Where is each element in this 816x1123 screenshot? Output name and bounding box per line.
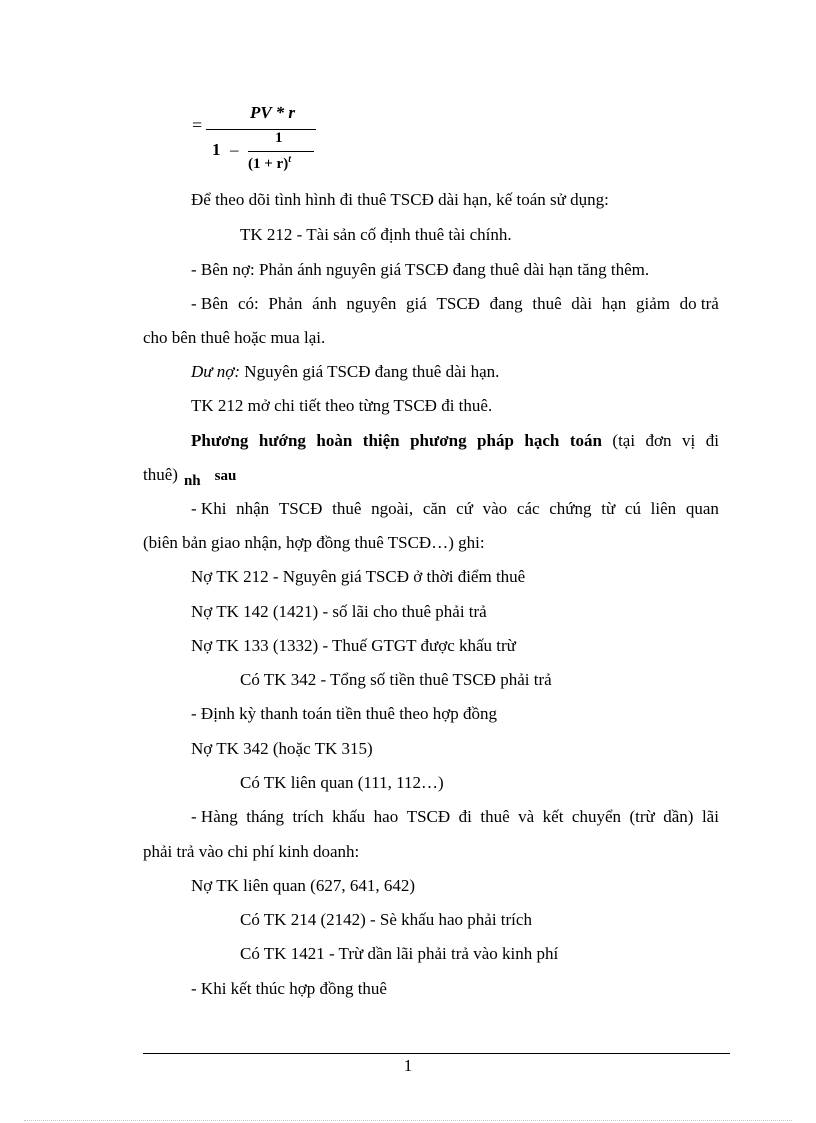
footer-divider <box>143 1053 730 1054</box>
formula-inner-numerator: 1 <box>275 130 283 146</box>
word: thuê <box>532 294 562 313</box>
word: chuyển <box>571 807 622 826</box>
word: TSCĐ <box>406 807 451 826</box>
word: khấu <box>332 807 366 826</box>
paragraph-line-2: TK 212 - Tài sản cố định thuê tài chính. <box>240 225 512 244</box>
paragraph-line-11: (biên bản giao nhận, hợp đồng thuê TSCĐ…) ghi: <box>143 533 485 552</box>
word: đi <box>705 431 719 450</box>
word: do trả <box>679 294 719 313</box>
formula-numerator: PV * r <box>250 103 296 122</box>
word: TSCĐ <box>436 294 480 313</box>
word: đang <box>489 294 523 313</box>
word: dần) <box>663 807 694 826</box>
word: lãi <box>701 807 719 826</box>
word: cú <box>624 499 641 518</box>
word: - Bên <box>191 294 229 313</box>
word: các <box>516 499 540 518</box>
section-heading-line <box>191 431 719 451</box>
formula-inner-fraction-bar <box>248 151 314 152</box>
paragraph-line-19 <box>191 807 719 827</box>
paragraph-line-24: - Khi kết thúc hợp đồng thuê <box>191 979 387 998</box>
formula-one: 1 <box>212 140 221 159</box>
word: nhận <box>236 499 270 518</box>
entry-line-23: Có TK 1421 - Trừ dần lãi phải trả vào kinh phí <box>240 944 559 963</box>
heading-word: pháp <box>477 431 514 450</box>
paragraph-line-7: TK 212 mở chi tiết theo từng TSCĐ đi thuê. <box>191 396 493 415</box>
entry-line-21: Nợ TK liên quan (627, 641, 642) <box>191 876 415 895</box>
entry-line-17: Nợ TK 342 (hoặc TK 315) <box>191 739 373 758</box>
word: - Hàng <box>191 807 238 826</box>
entry-line-13: Nợ TK 142 (1421) - số lãi cho thuê phải trả <box>191 602 487 621</box>
word: (trừ <box>629 807 655 826</box>
heading-word: phương <box>410 431 467 450</box>
entry-line-22: Có TK 214 (2142) - Sè khấu hao phải trích <box>240 910 532 929</box>
paragraph-line-3: - Bên nợ: Phản ánh nguyên giá TSCĐ đang thuê dài hạn tăng thêm. <box>191 260 650 279</box>
word: trích <box>292 807 324 826</box>
word: ngoài, <box>371 499 414 518</box>
word: từ <box>601 499 616 518</box>
word: đi <box>458 807 472 826</box>
word: liên <box>650 499 677 518</box>
word: Phản <box>268 294 303 313</box>
formula-equals: = <box>192 115 203 135</box>
word: cứ <box>456 499 473 518</box>
formula-minus: – <box>230 140 239 159</box>
paragraph-line-4 <box>191 294 719 314</box>
page-bottom-dotted-border <box>24 1120 792 1121</box>
du-no-label: Dư nợ: <box>191 362 241 381</box>
word: đơn <box>645 431 672 450</box>
entry-line-14: Nợ TK 133 (1332) - Thuế GTGT được khấu trừ <box>191 636 516 655</box>
paragraph-line-9: thuê) nh sau <box>143 465 237 489</box>
word: thuê <box>332 499 362 518</box>
word: vị <box>682 431 696 450</box>
formula-exponent: t <box>288 154 291 165</box>
formula-fraction-bar <box>206 129 316 130</box>
word: thuê <box>480 807 510 826</box>
word: hao <box>373 807 399 826</box>
word: dài <box>571 294 593 313</box>
word: giảm <box>635 294 670 313</box>
heading-word: hoàn <box>316 431 353 450</box>
word: và <box>518 807 535 826</box>
paragraph-line-1: Để theo dõi tình hình đi thuê TSCĐ dài hạn, kế toán sử dụng: <box>191 190 609 209</box>
heading-word: thiện <box>362 431 400 450</box>
entry-line-18: Có TK liên quan (111, 112…) <box>240 773 444 792</box>
annuity-formula <box>192 103 352 179</box>
paragraph-line-20: phải trả vào chi phí kinh doanh: <box>143 842 360 861</box>
word: kết <box>542 807 564 826</box>
word: TSCĐ <box>278 499 323 518</box>
word: căn <box>422 499 447 518</box>
formula-inner-denominator: $(1 + r)^t$ <box>248 154 291 172</box>
heading-word: hướng <box>258 431 306 450</box>
word: giá <box>406 294 427 313</box>
word: - Khi <box>191 499 227 518</box>
heading-word: toán <box>569 431 602 450</box>
word: hạn <box>601 294 627 313</box>
word: quan <box>685 499 719 518</box>
paragraph-line-5: cho bên thuê hoặc mua lại. <box>143 328 326 347</box>
word: có: <box>237 294 259 313</box>
page-number: 1 <box>403 1056 413 1075</box>
word: nguyên <box>346 294 397 313</box>
entry-line-12: Nợ TK 212 - Nguyên giá TSCĐ ở thời điểm thuê <box>191 567 526 586</box>
paragraph-line-6: Dư nợ: Nguyên giá TSCĐ đang thuê dài hạn. <box>191 362 500 381</box>
word: tháng <box>246 807 284 826</box>
paragraph-line-16: - Định kỳ thanh toán tiền thuê theo hợp đồng <box>191 704 497 723</box>
paragraph-line-10 <box>191 499 719 519</box>
word: vào <box>482 499 508 518</box>
word: (tại <box>612 431 636 450</box>
heading-word: Phương <box>191 431 249 450</box>
word: chứng <box>549 499 592 518</box>
entry-line-15: Có TK 342 - Tổng số tiền thuê TSCĐ phải trả <box>240 670 552 689</box>
heading-word: hạch <box>524 431 560 450</box>
word: ánh <box>312 294 337 313</box>
